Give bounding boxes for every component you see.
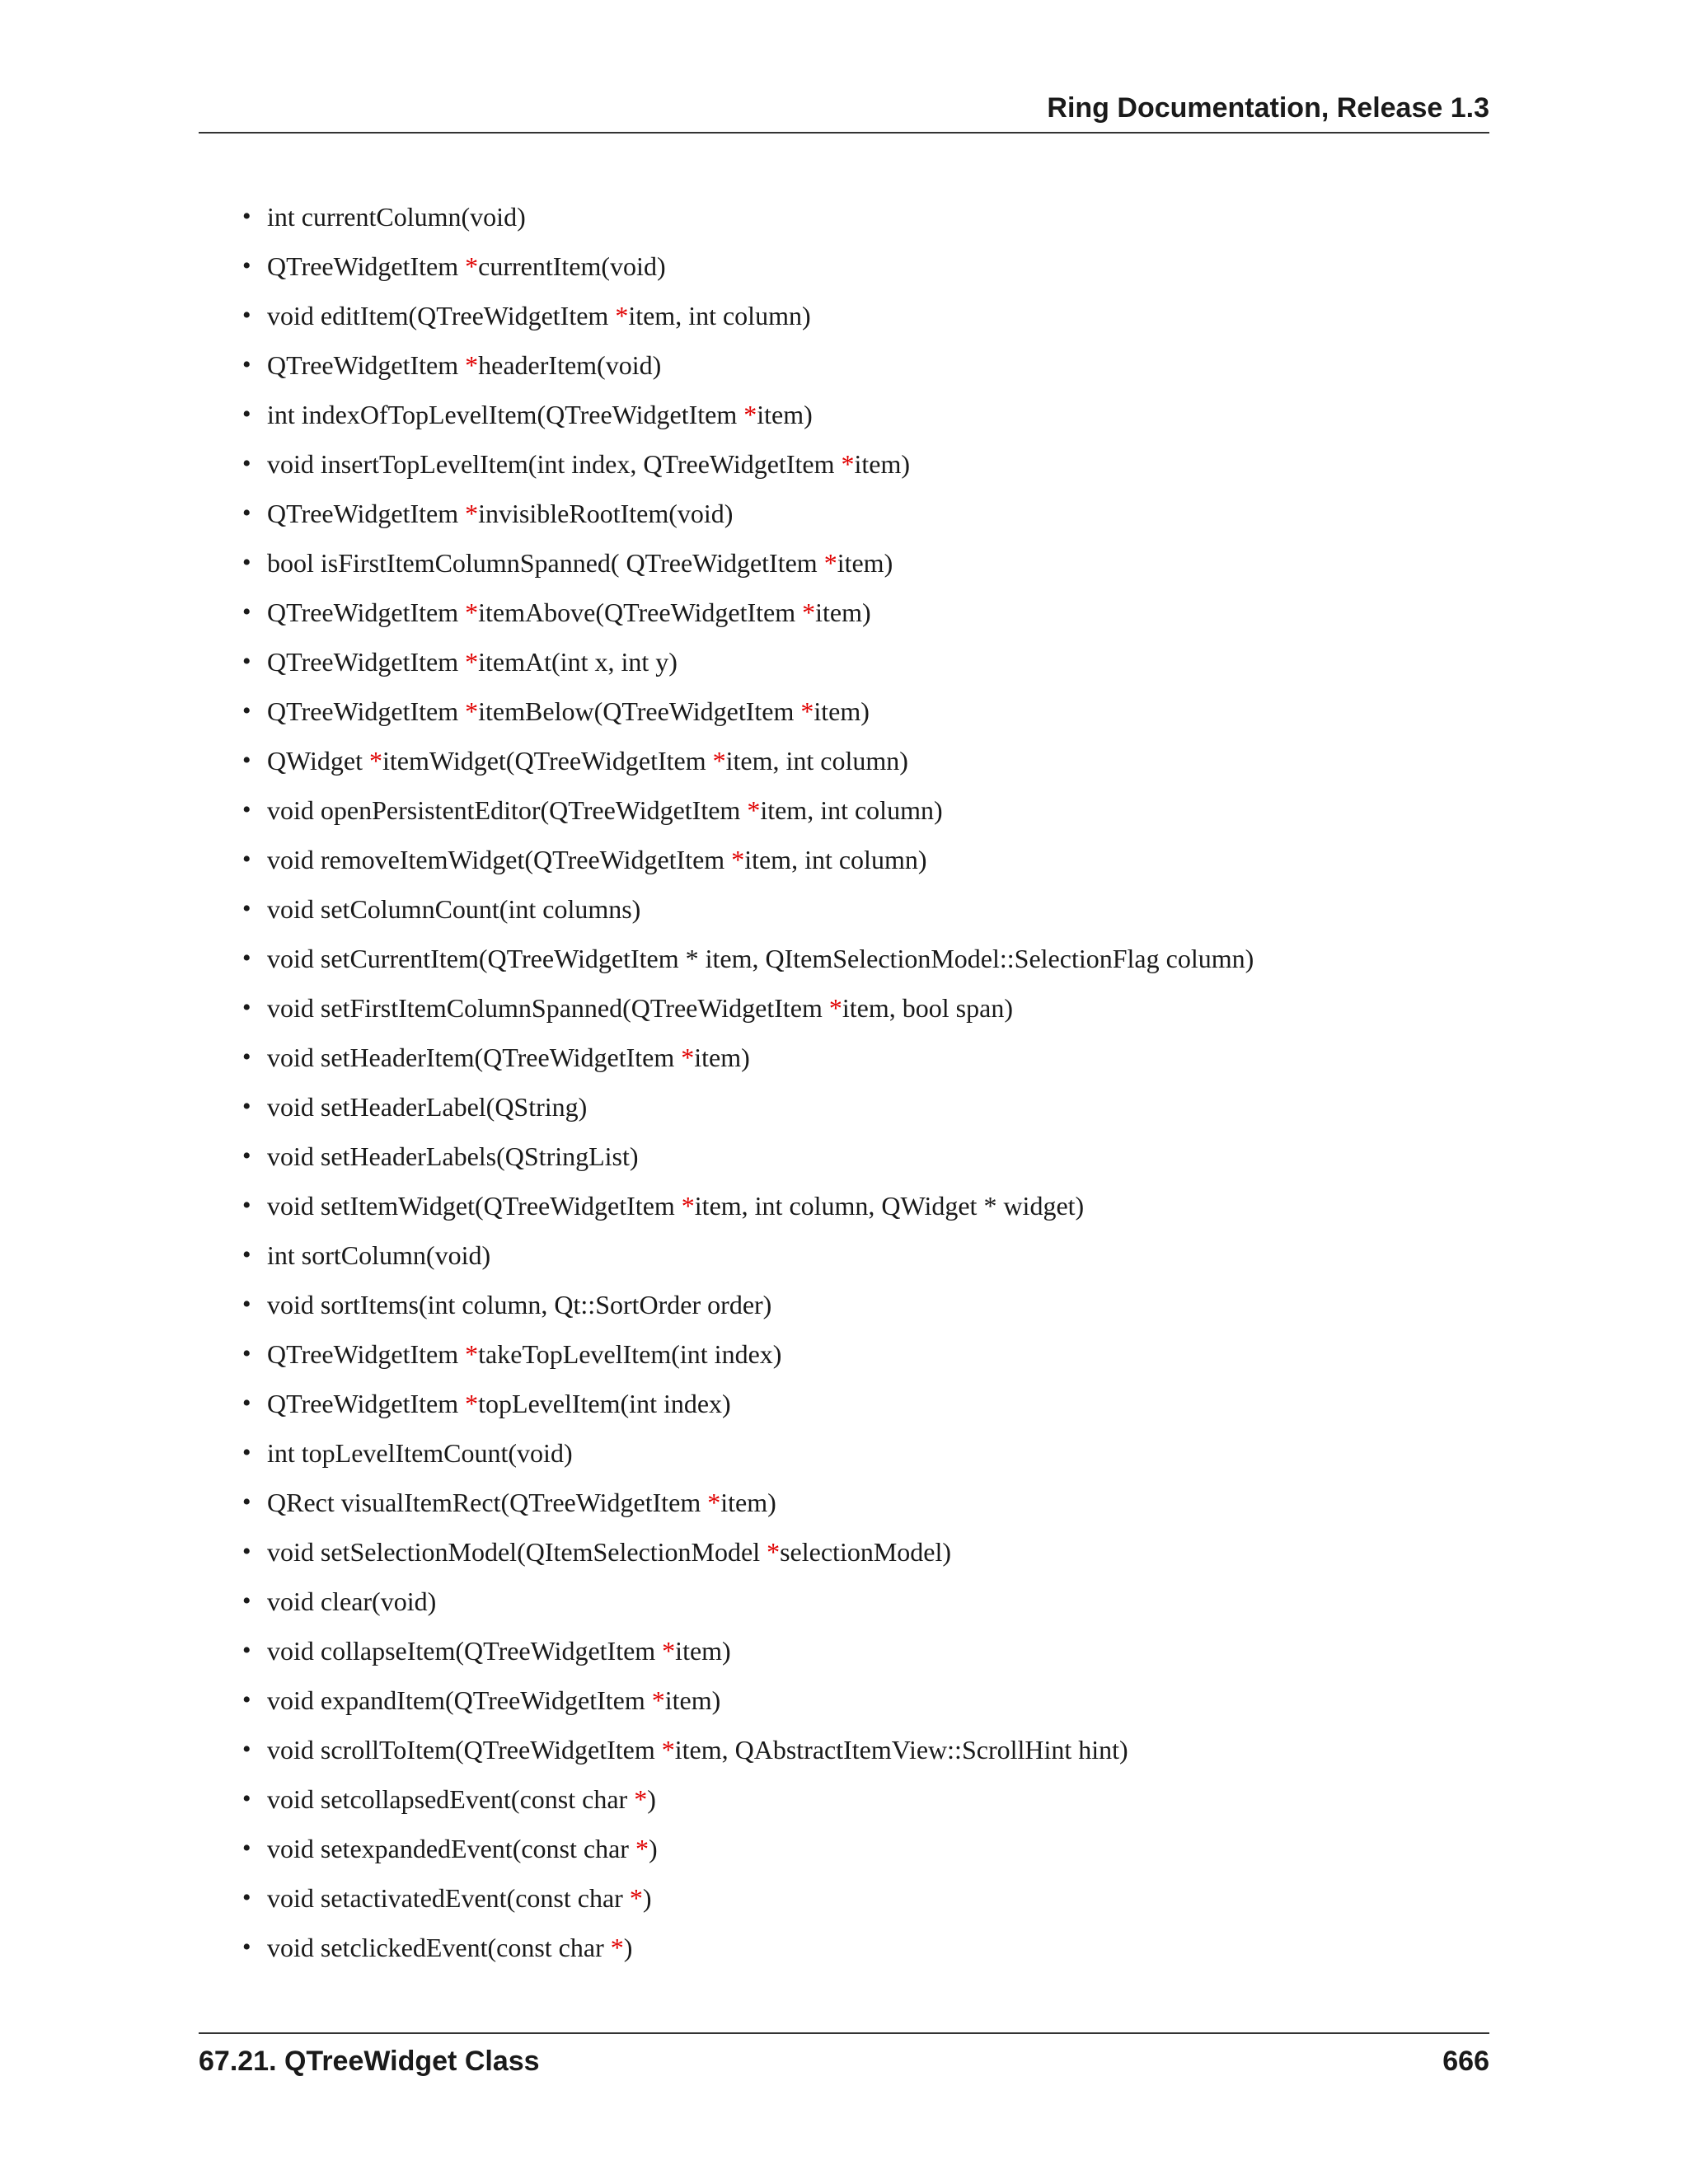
bullet-icon: •	[242, 1291, 251, 1318]
method-signature-text: void setexpandedEvent(const char	[267, 1834, 635, 1863]
list-item	[239, 1680, 1254, 1729]
method-signature-text: void setFirstItemColumnSpanned(QTreeWidgetItem	[267, 993, 829, 1023]
bullet-icon: •	[242, 994, 251, 1021]
method-signature-text: void setCurrentItem(QTreeWidgetItem * item, QItemSelectionModel::SelectionFlag column)	[267, 944, 1254, 973]
method-signature-text: )	[642, 1883, 652, 1913]
list-item	[239, 394, 1254, 443]
method-signature-text: itemAbove(QTreeWidgetItem	[478, 598, 803, 627]
bullet-icon: •	[242, 1488, 251, 1516]
method-signature-text: QRect visualItemRect(QTreeWidgetItem	[267, 1488, 708, 1517]
list-item	[239, 790, 1254, 839]
list-item	[239, 839, 1254, 888]
list-item	[239, 1729, 1254, 1779]
method-signature-text: QWidget	[267, 746, 370, 776]
method-signature-text: QTreeWidgetItem	[267, 696, 466, 726]
list-item	[239, 196, 1254, 246]
list-item	[239, 1877, 1254, 1927]
bullet-icon: •	[242, 1736, 251, 1763]
pointer-asterisk: *	[828, 993, 842, 1023]
pointer-asterisk: *	[465, 647, 479, 677]
method-signature-text: void scrollToItem(QTreeWidgetItem	[267, 1735, 662, 1765]
page-footer	[199, 2032, 1489, 2092]
bullet-icon: •	[242, 450, 251, 477]
list-item	[239, 691, 1254, 740]
pointer-asterisk: *	[661, 1735, 675, 1765]
bullet-icon: •	[242, 747, 251, 774]
method-signature-text: void setactivatedEvent(const char	[267, 1883, 630, 1913]
bullet-icon: •	[242, 252, 251, 279]
bullet-icon: •	[242, 1439, 251, 1466]
page-number: 666	[1442, 2046, 1489, 2077]
method-signature-text: QTreeWidgetItem	[267, 598, 466, 627]
method-signature-text: item)	[664, 1685, 721, 1715]
list-item	[239, 641, 1254, 691]
pointer-asterisk: *	[465, 598, 479, 627]
method-signature-text: item, int column)	[744, 845, 927, 874]
method-signature-text: int currentColumn(void)	[267, 202, 526, 232]
bullet-icon: •	[242, 1390, 251, 1417]
method-signature-text: item, int column, QWidget * widget)	[694, 1191, 1085, 1221]
pointer-asterisk: *	[747, 795, 761, 825]
method-signature-text: item, QAbstractItemView::ScrollHint hint)	[674, 1735, 1128, 1765]
pointer-asterisk: *	[731, 845, 745, 874]
pointer-asterisk: *	[369, 746, 383, 776]
pointer-asterisk: *	[610, 1933, 624, 1962]
method-signature-text: void setHeaderLabels(QStringList)	[267, 1141, 639, 1171]
method-signature-text: QTreeWidgetItem	[267, 647, 466, 677]
pointer-asterisk: *	[767, 1537, 781, 1567]
pointer-asterisk: *	[634, 1784, 648, 1814]
pointer-asterisk: *	[465, 350, 479, 380]
pointer-asterisk: *	[707, 1488, 721, 1517]
method-signature-text: item)	[854, 449, 910, 479]
bullet-icon: •	[242, 648, 251, 675]
list-item	[239, 1927, 1254, 1976]
method-signature-text: item)	[757, 400, 813, 429]
method-signature-text: void openPersistentEditor(QTreeWidgetItem	[267, 795, 748, 825]
method-signature-text: int indexOfTopLevelItem(QTreeWidgetItem	[267, 400, 744, 429]
list-item	[239, 1185, 1254, 1235]
pointer-asterisk: *	[465, 696, 479, 726]
page-header	[199, 91, 1489, 134]
bullet-icon: •	[242, 1933, 251, 1961]
pointer-asterisk: *	[651, 1685, 665, 1715]
list-item	[239, 1779, 1254, 1828]
method-signature-text: topLevelItem(int index)	[478, 1389, 731, 1418]
bullet-icon: •	[242, 1340, 251, 1367]
pointer-asterisk: *	[635, 1834, 649, 1863]
method-signature-text: void editItem(QTreeWidgetItem	[267, 301, 616, 330]
method-signature-text: item, int column)	[725, 746, 908, 776]
list-item	[239, 592, 1254, 641]
bullet-icon: •	[242, 846, 251, 873]
list-item	[239, 1136, 1254, 1185]
method-signature-text: void sortItems(int column, Qt::SortOrder order)	[267, 1290, 772, 1319]
method-signature-text: itemWidget(QTreeWidgetItem	[382, 746, 713, 776]
list-item	[239, 987, 1254, 1037]
list-item	[239, 443, 1254, 493]
list-item	[239, 1630, 1254, 1680]
bullet-icon: •	[242, 895, 251, 922]
bullet-icon: •	[242, 499, 251, 527]
method-signature-text: void collapseItem(QTreeWidgetItem	[267, 1636, 663, 1666]
method-signature-text: int topLevelItemCount(void)	[267, 1438, 573, 1468]
bullet-icon: •	[242, 944, 251, 972]
method-signature-text: void insertTopLevelItem(int index, QTreeWidgetItem	[267, 449, 842, 479]
list-item	[239, 542, 1254, 592]
bullet-icon: •	[242, 1538, 251, 1565]
method-signature-text: int sortColumn(void)	[267, 1240, 491, 1270]
method-signature-text: item)	[837, 548, 893, 578]
method-signature-text: void setHeaderItem(QTreeWidgetItem	[267, 1043, 682, 1072]
bullet-icon: •	[242, 1835, 251, 1862]
method-signature-text: item)	[814, 696, 870, 726]
method-signature-text: item)	[694, 1043, 750, 1072]
method-signature-text: void removeItemWidget(QTreeWidgetItem	[267, 845, 732, 874]
list-item	[239, 1482, 1254, 1531]
list-item	[239, 344, 1254, 394]
method-signature-text: headerItem(void)	[478, 350, 662, 380]
bullet-icon: •	[242, 1142, 251, 1169]
method-signature-text: QTreeWidgetItem	[267, 499, 466, 528]
list-item	[239, 493, 1254, 542]
method-signature-text: item)	[675, 1636, 731, 1666]
bullet-icon: •	[242, 302, 251, 329]
list-item	[239, 1383, 1254, 1432]
list-item	[239, 1037, 1254, 1086]
list-item	[239, 740, 1254, 790]
list-item	[239, 1531, 1254, 1581]
bullet-icon: •	[242, 598, 251, 626]
bullet-icon: •	[242, 549, 251, 576]
pointer-asterisk: *	[629, 1883, 643, 1913]
list-item	[239, 1086, 1254, 1136]
list-item	[239, 1333, 1254, 1383]
method-signature-text: )	[623, 1933, 633, 1962]
pointer-asterisk: *	[743, 400, 757, 429]
list-item	[239, 295, 1254, 344]
method-signature-text: )	[648, 1834, 658, 1863]
list-item	[239, 1432, 1254, 1482]
pointer-asterisk: *	[465, 1389, 479, 1418]
method-signature-text: QTreeWidgetItem	[267, 1339, 466, 1369]
method-signature-text: currentItem(void)	[478, 251, 666, 281]
bullet-icon: •	[242, 1093, 251, 1120]
method-signature-text: )	[647, 1784, 656, 1814]
pointer-asterisk: *	[465, 1339, 479, 1369]
bullet-icon: •	[242, 1785, 251, 1812]
pointer-asterisk: *	[465, 499, 479, 528]
method-signature-text: invisibleRootItem(void)	[478, 499, 734, 528]
method-signature-text: void setcollapsedEvent(const char	[267, 1784, 635, 1814]
bullet-icon: •	[242, 1637, 251, 1664]
list-item	[239, 1581, 1254, 1630]
method-signature-text: void setItemWidget(QTreeWidgetItem	[267, 1191, 682, 1221]
method-signature-text: void setHeaderLabel(QString)	[267, 1092, 588, 1122]
list-item	[239, 1235, 1254, 1284]
bullet-icon: •	[242, 796, 251, 823]
list-item	[239, 888, 1254, 938]
list-item	[239, 938, 1254, 987]
list-item	[239, 1284, 1254, 1333]
bullet-icon: •	[242, 1587, 251, 1615]
method-signature-text: item)	[720, 1488, 776, 1517]
bullet-icon: •	[242, 1241, 251, 1268]
method-signature-text: item, int column)	[628, 301, 811, 330]
bullet-icon: •	[242, 401, 251, 428]
pointer-asterisk: *	[465, 251, 479, 281]
pointer-asterisk: *	[823, 548, 837, 578]
method-list	[239, 196, 1254, 1976]
method-signature-text: item)	[815, 598, 871, 627]
pointer-asterisk: *	[802, 598, 816, 627]
method-signature-text: void setSelectionModel(QItemSelectionModel	[267, 1537, 767, 1567]
method-signature-text: void expandItem(QTreeWidgetItem	[267, 1685, 652, 1715]
bullet-icon: •	[242, 697, 251, 724]
bullet-icon: •	[242, 203, 251, 230]
list-item	[239, 1828, 1254, 1877]
method-signature-text: QTreeWidgetItem	[267, 1389, 466, 1418]
bullet-icon: •	[242, 1884, 251, 1911]
pointer-asterisk: *	[662, 1636, 676, 1666]
list-item	[239, 246, 1254, 295]
method-signature-text: itemBelow(QTreeWidgetItem	[478, 696, 801, 726]
method-signature-text: item, int column)	[760, 795, 943, 825]
method-signature-text: QTreeWidgetItem	[267, 251, 466, 281]
bullet-icon: •	[242, 1686, 251, 1713]
method-signature-text: itemAt(int x, int y)	[478, 647, 678, 677]
bullet-icon: •	[242, 1043, 251, 1071]
bullet-icon: •	[242, 1192, 251, 1219]
method-signature-text: void setclickedEvent(const char	[267, 1933, 611, 1962]
method-signature-text: bool isFirstItemColumnSpanned( QTreeWidgetItem	[267, 548, 824, 578]
pointer-asterisk: *	[615, 301, 629, 330]
pointer-asterisk: *	[800, 696, 814, 726]
method-signature-text: item, bool span)	[842, 993, 1013, 1023]
method-signature-text: takeTopLevelItem(int index)	[478, 1339, 782, 1369]
method-signature-text: QTreeWidgetItem	[267, 350, 466, 380]
pointer-asterisk: *	[681, 1191, 695, 1221]
method-signature-text: void setColumnCount(int columns)	[267, 894, 641, 924]
pointer-asterisk: *	[681, 1043, 695, 1072]
method-signature-text: void clear(void)	[267, 1586, 437, 1616]
document-title: Ring Documentation, Release 1.3	[1047, 92, 1489, 124]
method-signature-text: selectionModel)	[780, 1537, 952, 1567]
bullet-icon: •	[242, 351, 251, 378]
pointer-asterisk: *	[712, 746, 726, 776]
pointer-asterisk: *	[841, 449, 855, 479]
footer-section-title: 67.21. QTreeWidget Class	[199, 2046, 540, 2077]
